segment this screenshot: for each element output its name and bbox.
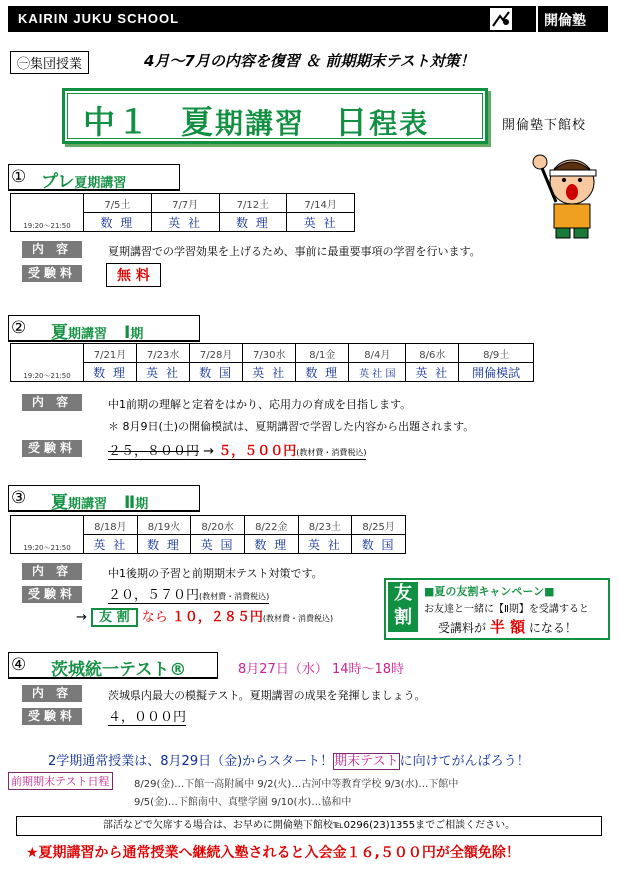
subtitle: 4月～7月の内容を復習 ＆ 前期期末テスト対策！: [144, 52, 475, 70]
section-summer1-note: ＊ 8月9日(土)の開倫模試は、夏期講習で学習した内容から出題されます。: [108, 420, 475, 433]
header-bar: [8, 6, 608, 32]
school-branch: 開倫塾下館校: [502, 118, 587, 133]
section-summer1-content: 中1前期の理解と定着をはかり、応用力の育成を目指します。: [108, 398, 412, 411]
brand-name: 開倫塾: [544, 13, 586, 29]
section-summer2-schedule: 19:20～21:50 8/18月 8/19火 8/20水 8/22金 8/23土 8/25月 英 社 数 理 英 国 数 理 英 社 数 国: [10, 515, 406, 554]
section-summer2-content: 中1後期の予習と前期期末テスト対策です。: [108, 567, 323, 580]
exam-schedule-label: 前期期末テスト日程: [8, 772, 113, 790]
absence-contact-note: 部活などで欠席する場合は、お早めに開倫塾下館校℡0296(23)1355までご相談ください。: [16, 816, 602, 836]
section-summer2-title: 夏期講習 Ⅱ期: [51, 493, 149, 513]
title-box: [62, 88, 488, 144]
section-summer2-fee: ２０，５７０円(教材費・消費税込): [108, 584, 269, 604]
content-label: 内 容: [22, 563, 82, 580]
fee-label: 受験料: [22, 708, 82, 725]
exam-schedule-line1: 8/29(金)…下館一高附属中 9/2(火)…古河中等教育学校 9/3(水)…下館中: [134, 779, 459, 790]
tomo-vertical-label: 友割: [388, 582, 418, 632]
section-pre-content: 夏期講習での学習効果を上げるため、事前に最重要事項の学習を行います。: [108, 245, 481, 258]
section-pre-schedule: 19:20～21:50 7/5土 7/7月 7/12土 7/14月 数 理 英 社 数 理 英 社: [10, 193, 355, 232]
section-ibaraki-date: 8月27日（水） 14時～18時: [238, 662, 405, 677]
second-term-message: 2学期通常授業は、8月29日（金)からスタート！期末テストに向けてがんばろう！: [48, 754, 530, 769]
section-ibaraki-fee: ４，０００円: [108, 706, 186, 726]
section-ibaraki-content: 茨城県内最大の模擬テスト。夏期講習の成果を発揮しましょう。: [108, 689, 426, 702]
content-label: 内 容: [22, 685, 82, 702]
group-class-tag: ㊀集団授業: [10, 51, 89, 74]
section-summer1-title: 夏期講習 Ⅰ期: [51, 323, 144, 343]
content-label: 内 容: [22, 394, 82, 411]
section-pre-fee: 無 料: [106, 263, 161, 287]
campaign-title: ■夏の友割キャンペーン■: [424, 585, 555, 598]
fee-label: 受験料: [22, 440, 82, 457]
section-summer2-header: ③ 夏期講習 Ⅱ期: [8, 485, 200, 512]
tomo-discount-row: → 友 割 なら １０，２８５円(教材費・消費税込): [76, 610, 334, 625]
section-pre-title: プレ夏期講習: [41, 172, 127, 192]
section-ibaraki-title: 茨城統一テスト®: [51, 660, 187, 680]
section-pre-header: ① プレ夏期講習: [8, 164, 180, 191]
tomo-campaign-box: [384, 578, 610, 640]
mascot-image: [528, 140, 608, 240]
exam-schedule-line2: 9/5(金)…下館南中、真壁学園 9/10(水)…協和中: [134, 797, 352, 808]
fee-label: 受験料: [22, 586, 82, 603]
section-summer1-schedule: 19:20～21:50 7/21月 7/23水 7/28月 7/30水 8/1金 8/4月 8/6水 8/9土 数 理 英 社 数 国 英 社 数 理 英 社 国 英 社 開倫模試: [10, 343, 534, 382]
section-summer1-header: ② 夏期講習 Ⅰ期: [8, 315, 200, 342]
brand-box: [536, 6, 608, 32]
page-title: 中１ 夏期講習 日程表: [83, 103, 430, 141]
campaign-line2: 受講料が 半 額 になる！: [438, 618, 577, 636]
enrollment-fee-waiver: ★夏期講習から通常授業へ継続入塾されると入会金１６,５００円が全額免除！: [26, 845, 520, 861]
section-summer1-fee: ２５，８００円 → ５，５００円(教材費・消費税込): [108, 440, 366, 460]
campaign-line1: お友達と一緒に【Ⅱ期】を受講すると: [424, 604, 589, 615]
school-name-en: KAIRIN JUKU SCHOOL: [18, 11, 180, 26]
school-logo-icon: [490, 8, 512, 30]
content-label: 内 容: [22, 241, 82, 258]
section-ibaraki-header: ④ 茨城統一テスト®: [8, 652, 218, 679]
fee-label: 受験料: [22, 265, 82, 282]
